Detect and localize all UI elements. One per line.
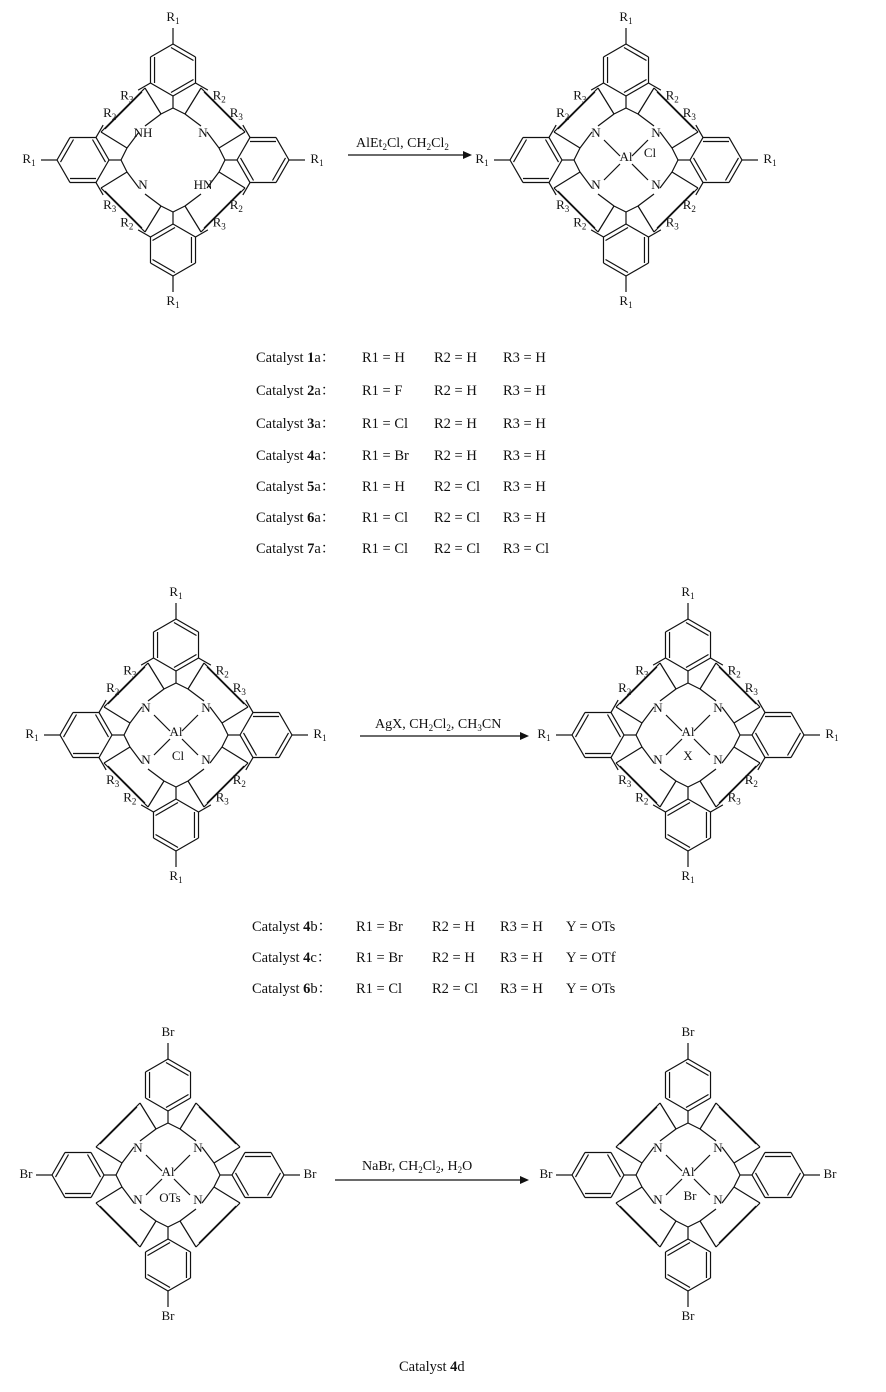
substituent-label: $R_2$ (103, 104, 117, 122)
atom-label: N (201, 751, 211, 767)
substituent-label: $R_1$ (763, 150, 777, 169)
svg-text:R2 = H: R2 = H (434, 448, 477, 464)
atom-label: N (653, 751, 663, 767)
substituent-label: $R_3$ (665, 214, 679, 232)
bromo-label: Br (823, 1165, 837, 1181)
substituent-label: $R_1$ (681, 583, 695, 602)
substituent-label: $R_1$ (475, 150, 489, 169)
atom-label: N (653, 1139, 663, 1155)
substituent-label: $R_1$ (681, 867, 695, 886)
svg-text:R1 = Cl: R1 = Cl (362, 541, 409, 557)
svg-text:Y = OTs: Y = OTs (566, 981, 616, 997)
substituent-label: $R_2$ (682, 197, 696, 215)
arrow-scheme-2 (360, 717, 529, 740)
svg-text:R3 = H: R3 = H (503, 416, 546, 432)
metal-label: Al (619, 148, 633, 164)
svg-text:R3 = H: R3 = H (500, 950, 543, 966)
metal-label: Al (161, 1163, 175, 1179)
svg-text:R1 = H: R1 = H (362, 350, 405, 366)
catalyst-row (256, 448, 546, 464)
atom-label: N (201, 699, 211, 715)
atom-label: HN (193, 176, 213, 192)
porphyrin-al-x (537, 584, 838, 885)
svg-text:R2 = H: R2 = H (432, 950, 475, 966)
catalyst-row (256, 541, 549, 557)
atom-label: N (193, 1139, 203, 1155)
reagent-scheme-1: AlEt$_2$Cl, $CH_2Cl_2$ (356, 136, 449, 152)
substituent-label: $R_3$ (229, 104, 243, 122)
svg-text:Catalyst 5a：: Catalyst 5a： (256, 479, 336, 495)
substituent-label: $R_2$ (665, 87, 679, 105)
svg-text:R3 = H: R3 = H (503, 448, 546, 464)
catalyst-row (256, 479, 546, 495)
atom-label: N (591, 124, 601, 140)
reagent-scheme-3: NaBr, $CH_2Cl_2$, $H_2O$ (362, 1159, 473, 1175)
substituent-label: $R_2$ (232, 772, 246, 790)
svg-text:Catalyst 6b：: Catalyst 6b： (252, 981, 333, 997)
atom-label: N (141, 699, 151, 715)
svg-text:Catalyst 7a：: Catalyst 7a： (256, 541, 336, 557)
svg-text:R1 = Br: R1 = Br (362, 448, 409, 464)
svg-text:R2 = H: R2 = H (434, 416, 477, 432)
catalyst-row (256, 416, 546, 432)
svg-text:R1 = H: R1 = H (362, 479, 405, 495)
catalyst-row (256, 350, 546, 366)
substituent-label: $R_2$ (212, 87, 226, 105)
svg-text:Catalyst 6a：: Catalyst 6a： (256, 510, 336, 526)
atom-label: N (133, 1191, 143, 1207)
substituent-label: $R_1$ (166, 8, 180, 27)
svg-text:R2 = H: R2 = H (434, 383, 477, 399)
svg-text:R1 = Br: R1 = Br (356, 919, 403, 935)
substituent-label: $R_2$ (229, 197, 243, 215)
bromo-label: Br (681, 1307, 695, 1323)
svg-text:R2 = H: R2 = H (432, 919, 475, 935)
catalyst-table-a (256, 350, 549, 557)
arrow-scheme-3 (335, 1159, 529, 1184)
substituent-label: $R_2$ (744, 772, 758, 790)
svg-text:Y = OTs: Y = OTs (566, 919, 616, 935)
catalyst-row (252, 919, 616, 935)
bromo-label: Br (681, 1023, 695, 1039)
substituent-label: $R_1$ (310, 150, 324, 169)
substituent-label: $R_2$ (556, 104, 570, 122)
catalyst-row (256, 383, 546, 399)
substituent-label: $R_3$ (556, 197, 570, 215)
catalyst-4d-label: Catalyst 4d (399, 1359, 465, 1375)
svg-text:R2 = Cl: R2 = Cl (434, 510, 481, 526)
atom-label: N (651, 176, 661, 192)
substituent-label: $R_3$ (123, 662, 137, 680)
svg-text:R1 = Cl: R1 = Cl (356, 981, 403, 997)
svg-text:R1 = Cl: R1 = Cl (362, 416, 409, 432)
substituent-label: $R_3$ (682, 104, 696, 122)
substituent-label: $R_3$ (744, 679, 758, 697)
substituent-label: $R_3$ (106, 772, 120, 790)
bromo-label: Br (539, 1165, 553, 1181)
porphyrin-free-base (22, 9, 323, 310)
svg-text:Catalyst 2a：: Catalyst 2a： (256, 383, 336, 399)
substituent-label: $R_3$ (212, 214, 226, 232)
substituent-label: $R_1$ (619, 8, 633, 27)
metal-label: Al (681, 723, 695, 739)
svg-text:R2 = Cl: R2 = Cl (432, 981, 479, 997)
substituent-label: $R_3$ (635, 662, 649, 680)
svg-text:R1 = F: R1 = F (362, 383, 403, 399)
axial-ligand-label: OTs (159, 1189, 181, 1205)
svg-text:Y = OTf: Y = OTf (566, 950, 616, 966)
substituent-label: $R_2$ (215, 662, 229, 680)
atom-label: N (591, 176, 601, 192)
atom-label: N (713, 1191, 723, 1207)
atom-label: N (651, 124, 661, 140)
catalyst-table-b (252, 919, 616, 997)
substituent-label: $R_1$ (825, 725, 839, 744)
axial-ligand-label: Cl (171, 747, 185, 763)
axial-ligand-label: X (683, 747, 693, 763)
substituent-label: $R_3$ (120, 87, 134, 105)
substituent-label: $R_2$ (727, 662, 741, 680)
substituent-label: $R_1$ (619, 292, 633, 311)
axial-ligand-label: Cl (643, 144, 657, 160)
svg-text:R3 = H: R3 = H (503, 350, 546, 366)
arrow-scheme-1 (348, 136, 472, 159)
atom-label: NH (133, 124, 153, 140)
substituent-label: $R_1$ (166, 292, 180, 311)
porphyrin-al-cl-reactant (25, 584, 326, 885)
substituent-label: $R_2$ (123, 789, 137, 807)
atom-label: N (653, 699, 663, 715)
bromo-label: Br (161, 1307, 175, 1323)
atom-label: N (141, 751, 151, 767)
svg-text:R3 = H: R3 = H (503, 510, 546, 526)
porphyrin-al-cl (475, 9, 776, 310)
svg-text:Catalyst 4b：: Catalyst 4b： (252, 919, 333, 935)
svg-text:R3 = H: R3 = H (503, 383, 546, 399)
bromo-label: Br (161, 1023, 175, 1039)
atom-label: N (133, 1139, 143, 1155)
svg-text:R3 = H: R3 = H (503, 479, 546, 495)
substituent-label: $R_1$ (169, 583, 183, 602)
svg-text:Catalyst 1a：: Catalyst 1a： (256, 350, 336, 366)
svg-text:Catalyst 4c：: Catalyst 4c： (252, 950, 332, 966)
svg-text:R1 = Cl: R1 = Cl (362, 510, 409, 526)
svg-text:R3 = H: R3 = H (500, 981, 543, 997)
molecule-structures (20, 9, 839, 1323)
substituent-label: $R_1$ (537, 725, 551, 744)
atom-label: N (138, 176, 148, 192)
substituent-label: $R_3$ (103, 197, 117, 215)
svg-text:R3 = H: R3 = H (500, 919, 543, 935)
atom-label: N (653, 1191, 663, 1207)
substituent-label: $R_1$ (169, 867, 183, 886)
catalyst-row (252, 981, 616, 997)
svg-text:R2 = Cl: R2 = Cl (434, 479, 481, 495)
svg-text:R1 = Br: R1 = Br (356, 950, 403, 966)
svg-text:R3 = Cl: R3 = Cl (503, 541, 550, 557)
catalyst-row (252, 950, 616, 966)
substituent-label: $R_1$ (313, 725, 327, 744)
substituent-label: $R_2$ (618, 679, 632, 697)
svg-text:Catalyst 4a：: Catalyst 4a： (256, 448, 336, 464)
metal-label: Al (681, 1163, 695, 1179)
svg-text:R2 = H: R2 = H (434, 350, 477, 366)
axial-ligand-label: Br (683, 1187, 697, 1203)
atom-label: N (713, 699, 723, 715)
bromo-label: Br (19, 1165, 33, 1181)
substituent-label: $R_3$ (618, 772, 632, 790)
substituent-label: $R_3$ (232, 679, 246, 697)
atom-label: N (198, 124, 208, 140)
catalyst-row (256, 510, 546, 526)
reagent-scheme-2: AgX, $CH_2Cl_2$, $CH_3CN$ (375, 717, 502, 733)
svg-text:R2 = Cl: R2 = Cl (434, 541, 481, 557)
atom-label: N (713, 751, 723, 767)
substituent-label: $R_1$ (25, 725, 39, 744)
atom-label: N (713, 1139, 723, 1155)
substituent-label: $R_2$ (635, 789, 649, 807)
substituent-label: $R_2$ (120, 214, 134, 232)
substituent-label: $R_3$ (727, 789, 741, 807)
substituent-label: $R_1$ (22, 150, 36, 169)
substituent-label: $R_2$ (106, 679, 120, 697)
atom-label: N (193, 1191, 203, 1207)
substituent-label: $R_3$ (215, 789, 229, 807)
svg-text:Catalyst 3a：: Catalyst 3a： (256, 416, 336, 432)
porphyrin-al-ots (20, 1024, 318, 1323)
porphyrin-al-br (540, 1024, 838, 1323)
substituent-label: $R_3$ (573, 87, 587, 105)
bromo-label: Br (303, 1165, 317, 1181)
metal-label: Al (169, 723, 183, 739)
substituent-label: $R_2$ (573, 214, 587, 232)
